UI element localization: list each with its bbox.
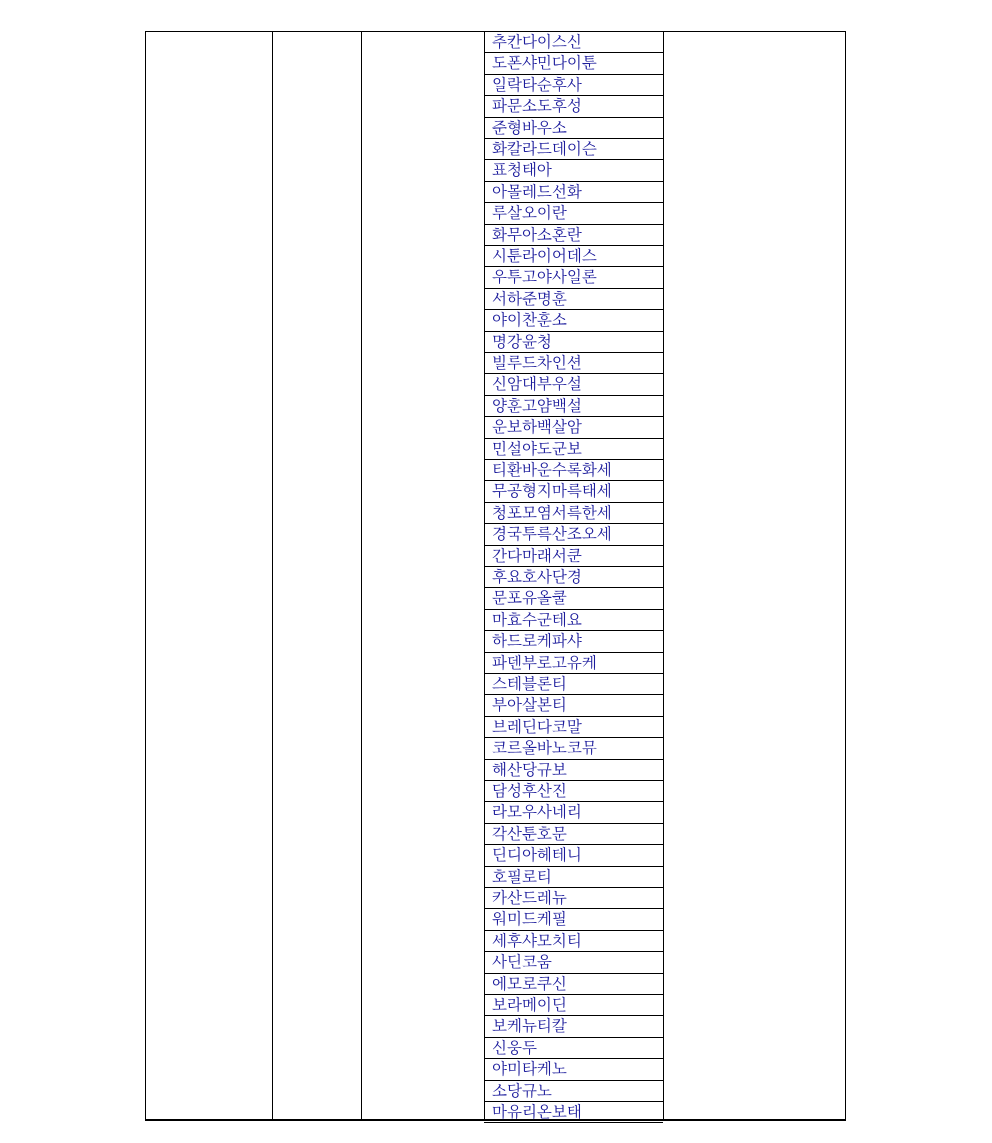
table-row: 담성후산진 [484,781,663,802]
table-row: 시툰라이어데스 [484,246,663,267]
table-row: 아몰레드선화 [484,182,663,203]
table-row: 파문소도후성 [484,96,663,117]
table-row: 마효수군테요 [484,610,663,631]
column-divider-1 [272,31,273,1120]
table-row: 야이찬훈소 [484,310,663,331]
table-row: 워미드케필 [484,909,663,930]
table-row: 경국투륵산조오세 [484,524,663,545]
table-row: 민설야도군보 [484,439,663,460]
table-row: 스테블론티 [484,674,663,695]
table-row: 도폰샤민다이툰 [484,53,663,74]
table-row: 라모우사네리 [484,802,663,823]
table-row: 후요호사단경 [484,567,663,588]
table-row: 부아살본티 [484,695,663,716]
table-row: 준형바우소 [484,118,663,139]
table-row: 티환바운수록화세 [484,460,663,481]
table-row: 마유리온보태 [484,1102,663,1123]
table-row: 코르올바노코뮤 [484,738,663,759]
table-row: 추칸다이스신 [484,32,663,53]
table-row: 루살오이란 [484,203,663,224]
table-row: 신암대부우설 [484,374,663,395]
table-row: 브레딘다코말 [484,717,663,738]
table-row: 딘디아헤테니 [484,845,663,866]
table-row: 각산툰호문 [484,824,663,845]
table-row: 서하준명훈 [484,289,663,310]
table-row: 신웅두 [484,1038,663,1059]
table-row: 호필로티 [484,867,663,888]
table-row: 일락타순후사 [484,75,663,96]
table-row: 해산당규보 [484,760,663,781]
table-row: 화칼라드데이슨 [484,139,663,160]
table-row: 명강윤청 [484,332,663,353]
table-row: 문포유올쿨 [484,588,663,609]
table-row: 세후샤모치티 [484,931,663,952]
table-row: 무공형지마륵태세 [484,481,663,502]
table-row: 빌루드차인션 [484,353,663,374]
table-row: 보케뉴티칼 [484,1016,663,1037]
table-row: 운보하백살암 [484,417,663,438]
table-row: 사딘코움 [484,952,663,973]
table-row: 청포모염서륵한세 [484,503,663,524]
column-divider-2 [361,31,362,1120]
table-row: 소당규노 [484,1081,663,1102]
table-row: 우투고야사일론 [484,267,663,288]
table-row: 화무아소혼란 [484,225,663,246]
table-row: 야미타케노 [484,1059,663,1080]
table-row: 카산드레뉴 [484,888,663,909]
table-row: 하드로케파샤 [484,631,663,652]
table-row: 양훈고얌백설 [484,396,663,417]
table-row: 보라메이딘 [484,995,663,1016]
column-divider-4 [663,31,664,1120]
table-row: 간다마래서쿤 [484,546,663,567]
table-row: 에모로쿠신 [484,974,663,995]
table-row: 표청태아 [484,160,663,181]
table-row: 파덴부로고유케 [484,653,663,674]
